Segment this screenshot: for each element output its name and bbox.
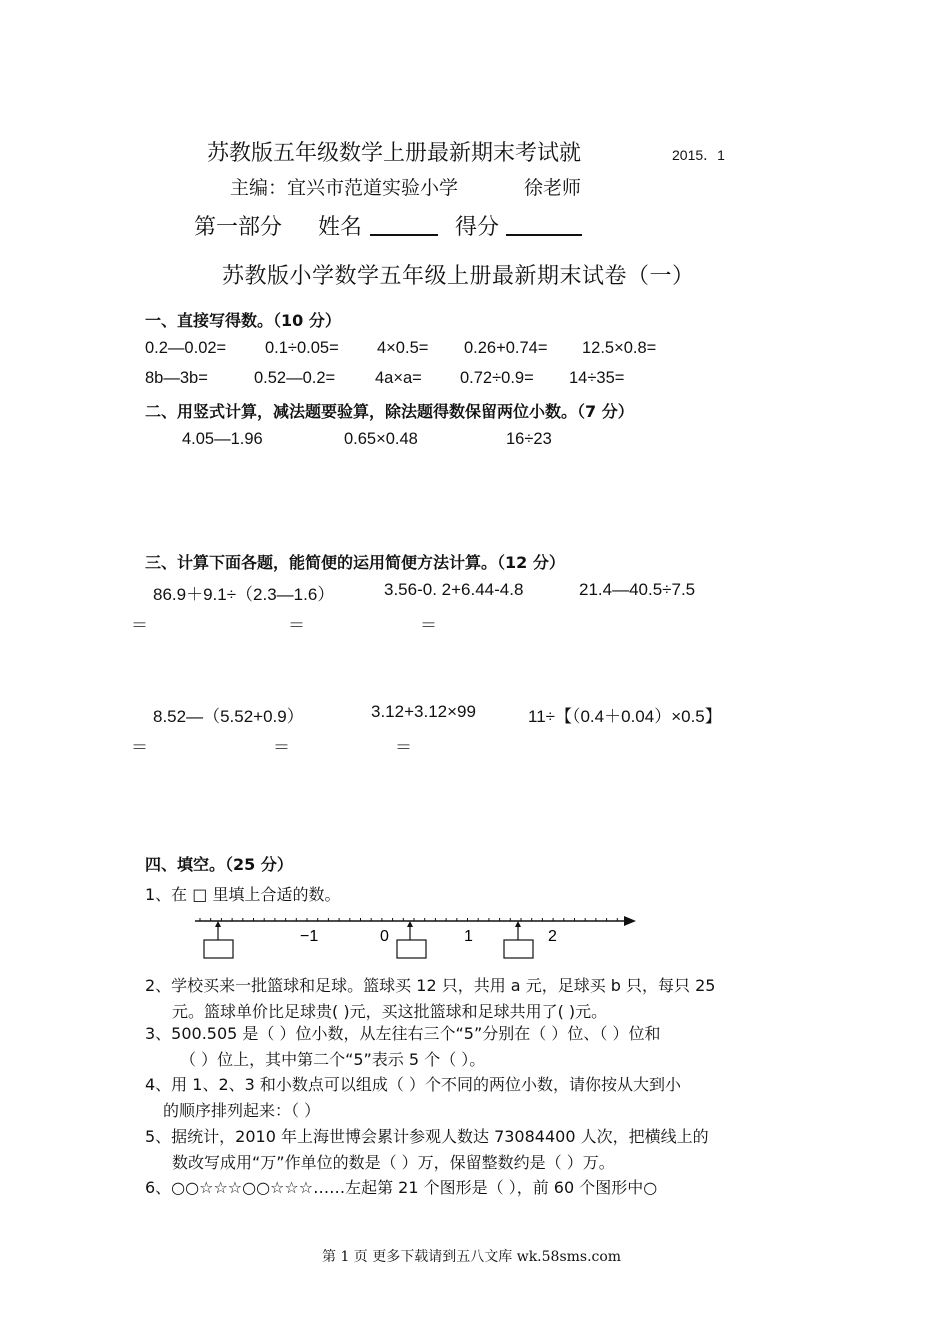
fill-question-3: 3、500.505 是（ ）位小数，从左往右三个“5”分别在（ ）位、（ ）位和 <box>145 1024 661 1043</box>
document-title: 苏教版五年级数学上册最新期末考试就 <box>207 141 582 166</box>
calc-problem: 3.56-0. 2+6.44-4.8 <box>384 580 524 599</box>
equals-sign: ＝ <box>131 738 148 757</box>
mental-problem: 4a×a= <box>375 369 422 387</box>
mental-problem: 8b—3b= <box>145 369 208 387</box>
calc-problem: 8.52—（5.52+0.9） <box>153 707 304 726</box>
section2-heading: 二、用竖式计算，减法题要验算，除法题得数保留两位小数。（7 分） <box>145 402 634 421</box>
vertical-calc-problem: 0.65×0.48 <box>344 430 418 448</box>
name-blank <box>370 234 438 236</box>
score-label: 得分 <box>455 215 500 240</box>
calc-problem: 11÷【（0.4＋0.04）×0.5】 <box>528 707 722 726</box>
section1-heading: 一、直接写得数。（10 分） <box>145 311 341 330</box>
section4-heading: 四、填空。（25 分） <box>145 855 293 874</box>
teacher-name: 徐老师 <box>524 177 582 199</box>
number-line-diagram <box>190 908 640 964</box>
page-footer: 第 1 页 更多下载请到五八文库 wk.58sms.com <box>322 1249 622 1265</box>
name-label: 姓名 <box>318 215 363 240</box>
arrow-head-icon <box>624 916 636 926</box>
answer-box[interactable] <box>397 940 426 958</box>
mental-problem: 0.2—0.02= <box>145 339 227 357</box>
score-blank <box>506 234 582 236</box>
number-line-label: 0 <box>380 928 389 945</box>
answer-box[interactable] <box>504 940 533 958</box>
vertical-calc-problem: 4.05—1.96 <box>182 430 263 448</box>
equals-sign: ＝ <box>131 616 148 635</box>
mental-problem: 4×0.5= <box>377 339 429 357</box>
exam-subtitle: 苏教版小学数学五年级上册最新期末试卷（一） <box>222 264 695 289</box>
pointer-arrows <box>215 921 521 940</box>
fill-question-4-cont: 的顺序排列起来：（ ） <box>163 1101 321 1120</box>
fill-question-4: 4、用 1、2、3 和小数点可以组成（ ）个不同的两位小数，请你按从大到小 <box>145 1075 681 1094</box>
number-line-label: 1 <box>464 928 473 945</box>
up-arrow-icon <box>215 921 221 927</box>
calc-problem: 21.4—40.5÷7.5 <box>579 580 696 599</box>
fill-question-2-cont: 元。篮球单价比足球贵( )元，买这批篮球和足球共用了( )元。 <box>172 1002 608 1021</box>
equals-sign: ＝ <box>273 738 290 757</box>
calc-problem: 3.12+3.12×99 <box>371 702 476 721</box>
calc-problem: 86.9＋9.1÷（2.3—1.6） <box>153 585 335 604</box>
mental-problem: 12.5×0.8= <box>582 339 657 357</box>
mental-problem: 14÷35= <box>569 369 625 387</box>
number-line-axis <box>195 916 636 926</box>
fill-question-5: 5、据统计，2010 年上海世博会累计参观人数达 73084400 人次，把横线上的 <box>145 1127 709 1146</box>
fill-question-3-cont: （ ）位上，其中第二个“5”表示 5 个（ ）。 <box>180 1050 486 1069</box>
mental-problem: 0.72÷0.9= <box>460 369 534 387</box>
equals-sign: ＝ <box>288 616 305 635</box>
answer-box[interactable] <box>204 940 233 958</box>
up-arrow-icon <box>515 921 521 927</box>
number-line-label: −1 <box>300 928 319 945</box>
equals-sign: ＝ <box>420 616 437 635</box>
fill-question-2: 2、学校买来一批篮球和足球。篮球买 12 只，共用 a 元，足球买 b 只，每只 25 <box>145 976 716 995</box>
part-label: 第一部分 <box>194 215 283 240</box>
fill-question-1: 1、在 □ 里填上合适的数。 <box>145 885 341 904</box>
mental-problem: 0.1÷0.05= <box>265 339 339 357</box>
vertical-calc-problem: 16÷23 <box>506 430 552 448</box>
document-date: 2015．1 <box>672 147 725 163</box>
fill-question-6: 6、○○☆☆☆○○☆☆☆……左起第 21 个图形是（ ），前 60 个图形中○ <box>145 1178 658 1197</box>
mental-problem: 0.52—0.2= <box>254 369 336 387</box>
editor-line: 主编：宜兴市范道实验小学 <box>230 177 459 199</box>
equals-sign: ＝ <box>395 738 412 757</box>
mental-problem: 0.26+0.74= <box>464 339 548 357</box>
up-arrow-icon <box>407 921 413 927</box>
fill-question-5-cont: 数改写成用“万”作单位的数是（ ）万，保留整数约是（ ）万。 <box>172 1153 615 1172</box>
section3-heading: 三、计算下面各题，能简便的运用简便方法计算。（12 分） <box>145 553 565 572</box>
number-line-label: 2 <box>548 928 557 945</box>
